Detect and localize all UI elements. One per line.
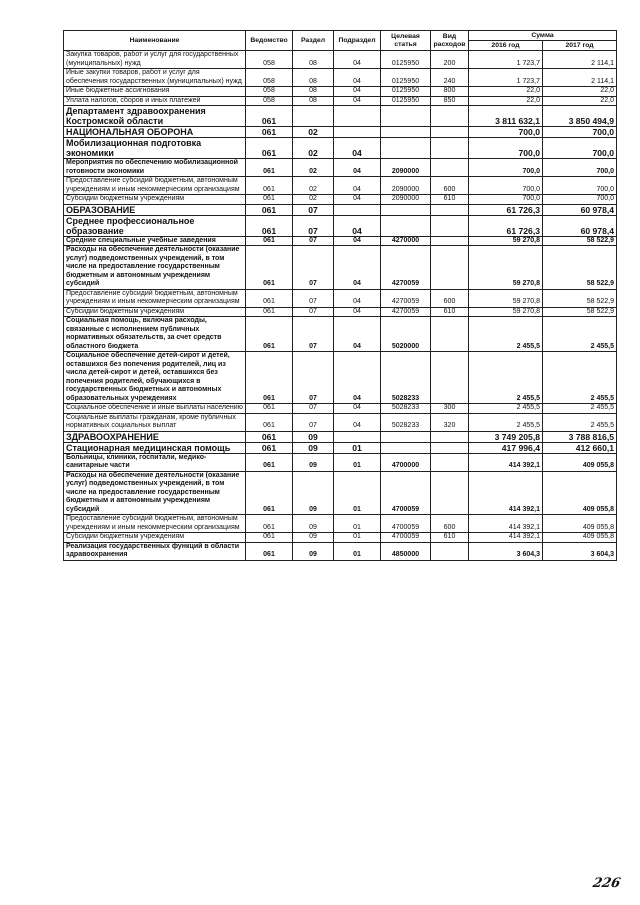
cell-name: Субсидии бюджетным учреждениям: [64, 533, 246, 543]
cell-name: Иные закупки товаров, работ и услуг для обеспечения государственных (муниципальных) нужд: [64, 69, 246, 87]
header-subsection: Подраздел: [334, 31, 381, 51]
cell-exp-type: 200: [431, 51, 469, 69]
cell-2017: 700,0: [543, 177, 617, 195]
cell-name: Предоставление субсидий бюджетным, автономным учреждениям и иным некоммерческим организациям: [64, 177, 246, 195]
cell-dept: 061: [246, 542, 293, 560]
cell-dept: 061: [246, 442, 293, 453]
table-row: [64, 453, 617, 471]
budget-table: [63, 30, 617, 561]
cell-dept: 061: [246, 127, 293, 138]
cell-exp-type: 240: [431, 69, 469, 87]
cell-dept: 061: [246, 246, 293, 290]
cell-section: 09: [293, 542, 334, 560]
table-row: [64, 177, 617, 195]
cell-dept: 061: [246, 404, 293, 414]
cell-exp-type: [431, 236, 469, 246]
cell-dept: 058: [246, 51, 293, 69]
cell-2016: 2 455,5: [469, 317, 543, 352]
cell-target: 5020000: [381, 317, 431, 352]
cell-target: 5028233: [381, 352, 431, 404]
cell-target: 0125950: [381, 69, 431, 87]
table-row: [64, 533, 617, 543]
cell-subsection: 04: [334, 195, 381, 205]
table-row: [64, 215, 617, 236]
cell-exp-type: 610: [431, 533, 469, 543]
cell-name: Социальная помощь, включая расходы, связанные с исполнением публичных нормативных обязательств, за счет средств областного бюджета: [64, 317, 246, 352]
cell-exp-type: 600: [431, 177, 469, 195]
table-row: [64, 471, 617, 515]
cell-subsection: [334, 204, 381, 215]
cell-2016: 22,0: [469, 87, 543, 97]
cell-exp-type: 610: [431, 195, 469, 205]
cell-2017: 58 522,9: [543, 289, 617, 307]
cell-subsection: [334, 431, 381, 442]
table-row: [64, 69, 617, 87]
cell-section: 08: [293, 51, 334, 69]
cell-dept: 061: [246, 138, 293, 159]
cell-subsection: 01: [334, 453, 381, 471]
cell-target: 0125950: [381, 87, 431, 97]
cell-2016: 3 749 205,8: [469, 431, 543, 442]
header-exp-type: Вид расходов: [431, 31, 469, 51]
cell-target: 4700059: [381, 515, 431, 533]
table-body: [64, 51, 617, 561]
cell-target: [381, 138, 431, 159]
cell-2017: 409 055,8: [543, 471, 617, 515]
table-row: [64, 289, 617, 307]
cell-subsection: 04: [334, 51, 381, 69]
cell-name: Расходы на обеспечение деятельности (оказание услуг) подведомственных учреждений, в том числе на предоставление государственным бюджетным и автономным учреждениям субсидий: [64, 471, 246, 515]
cell-subsection: 04: [334, 96, 381, 106]
cell-subsection: 04: [334, 317, 381, 352]
header-2016: 2016 год: [469, 41, 543, 51]
cell-section: 09: [293, 453, 334, 471]
cell-dept: 061: [246, 106, 293, 127]
cell-target: 2090000: [381, 177, 431, 195]
cell-exp-type: [431, 317, 469, 352]
cell-name: Закупка товаров, работ и услуг для государственных (муниципальных) нужд: [64, 51, 246, 69]
cell-2017: 2 455,5: [543, 413, 617, 431]
cell-name: Расходы на обеспечение деятельности (оказание услуг) подведомственных учреждений, в том числе на предоставление государственным бюджетным и автономным учреждениям субсидий: [64, 246, 246, 290]
cell-2017: 3 850 494,9: [543, 106, 617, 127]
cell-name: Средние специальные учебные заведения: [64, 236, 246, 246]
cell-2016: 700,0: [469, 138, 543, 159]
table-row: [64, 317, 617, 352]
cell-2017: 409 055,8: [543, 453, 617, 471]
table-row: [64, 515, 617, 533]
cell-target: [381, 442, 431, 453]
cell-subsection: 01: [334, 542, 381, 560]
cell-name: Мобилизационная подготовка экономики: [64, 138, 246, 159]
cell-subsection: [334, 106, 381, 127]
table-row: [64, 87, 617, 97]
cell-dept: 061: [246, 317, 293, 352]
cell-name: Мероприятия по обеспечению мобилизационной готовности экономики: [64, 159, 246, 177]
header-2017: 2017 год: [543, 41, 617, 51]
cell-2016: 59 270,8: [469, 289, 543, 307]
cell-dept: 058: [246, 87, 293, 97]
cell-name: Социальные выплаты гражданам, кроме публичных нормативных социальных выплат: [64, 413, 246, 431]
cell-2017: 3 788 816,5: [543, 431, 617, 442]
cell-dept: 058: [246, 96, 293, 106]
cell-2017: 22,0: [543, 96, 617, 106]
cell-2017: 700,0: [543, 138, 617, 159]
cell-subsection: 01: [334, 442, 381, 453]
cell-exp-type: [431, 159, 469, 177]
cell-dept: 061: [246, 215, 293, 236]
cell-dept: 061: [246, 471, 293, 515]
cell-2016: 3 604,3: [469, 542, 543, 560]
cell-section: 02: [293, 159, 334, 177]
table-row: [64, 307, 617, 317]
cell-exp-type: [431, 204, 469, 215]
cell-dept: 061: [246, 159, 293, 177]
cell-section: 09: [293, 431, 334, 442]
cell-subsection: 04: [334, 307, 381, 317]
cell-target: 4270059: [381, 307, 431, 317]
table-row: [64, 431, 617, 442]
cell-exp-type: [431, 138, 469, 159]
cell-2016: 1 723,7: [469, 51, 543, 69]
cell-2016: 59 270,8: [469, 246, 543, 290]
cell-2016: 59 270,8: [469, 236, 543, 246]
cell-section: 09: [293, 515, 334, 533]
cell-2017: 700,0: [543, 127, 617, 138]
cell-name: Предоставление субсидий бюджетным, автономным учреждениям и иным некоммерческим организациям: [64, 289, 246, 307]
cell-section: 07: [293, 413, 334, 431]
cell-target: 4700059: [381, 533, 431, 543]
cell-subsection: 04: [334, 404, 381, 414]
table-row: [64, 204, 617, 215]
cell-dept: 061: [246, 533, 293, 543]
cell-exp-type: 850: [431, 96, 469, 106]
table-row: [64, 127, 617, 138]
cell-name: Социальное обеспечение детей-сирот и детей, оставшихся без попечения родителей, лиц из числа детей-сирот и детей, оставшихся без попечения родителей, обучающихся в государственных бюджетных и автономных образовательных учреждениях: [64, 352, 246, 404]
cell-name: Среднее профессиональное образование: [64, 215, 246, 236]
cell-exp-type: [431, 471, 469, 515]
header-sum: Сумма: [469, 31, 617, 41]
cell-target: 5028233: [381, 404, 431, 414]
cell-dept: 058: [246, 69, 293, 87]
cell-subsection: 04: [334, 138, 381, 159]
header-section: Раздел: [293, 31, 334, 51]
cell-subsection: 04: [334, 215, 381, 236]
cell-2016: 1 723,7: [469, 69, 543, 87]
cell-2016: 2 455,5: [469, 352, 543, 404]
cell-name: Субсидии бюджетным учреждениям: [64, 307, 246, 317]
cell-name: Стационарная медицинская помощь: [64, 442, 246, 453]
table-row: [64, 246, 617, 290]
cell-target: 4700000: [381, 453, 431, 471]
cell-exp-type: 320: [431, 413, 469, 431]
table-row: [64, 159, 617, 177]
cell-name: Субсидии бюджетным учреждениям: [64, 195, 246, 205]
cell-target: [381, 204, 431, 215]
cell-subsection: 01: [334, 533, 381, 543]
cell-subsection: 04: [334, 413, 381, 431]
cell-section: 07: [293, 307, 334, 317]
cell-2016: 700,0: [469, 195, 543, 205]
cell-name: ОБРАЗОВАНИЕ: [64, 204, 246, 215]
cell-exp-type: 610: [431, 307, 469, 317]
cell-2016: 414 392,1: [469, 515, 543, 533]
cell-section: 08: [293, 87, 334, 97]
cell-dept: 061: [246, 204, 293, 215]
cell-subsection: 04: [334, 177, 381, 195]
cell-dept: 061: [246, 307, 293, 317]
cell-2016: 700,0: [469, 177, 543, 195]
table-row: [64, 404, 617, 414]
cell-section: 02: [293, 127, 334, 138]
cell-2017: 2 455,5: [543, 404, 617, 414]
cell-dept: 061: [246, 352, 293, 404]
cell-2016: 700,0: [469, 127, 543, 138]
cell-section: 07: [293, 404, 334, 414]
cell-exp-type: [431, 431, 469, 442]
cell-name: Предоставление субсидий бюджетным, автономным учреждениям и иным некоммерческим организациям: [64, 515, 246, 533]
cell-2016: 59 270,8: [469, 307, 543, 317]
cell-name: Уплата налогов, сборов и иных платежей: [64, 96, 246, 106]
cell-target: 4270059: [381, 246, 431, 290]
cell-section: 08: [293, 69, 334, 87]
cell-section: 02: [293, 195, 334, 205]
cell-2017: 22,0: [543, 87, 617, 97]
cell-exp-type: [431, 215, 469, 236]
cell-exp-type: 600: [431, 289, 469, 307]
cell-2017: 3 604,3: [543, 542, 617, 560]
cell-section: 07: [293, 352, 334, 404]
cell-subsection: 04: [334, 352, 381, 404]
cell-target: 4270059: [381, 289, 431, 307]
cell-exp-type: 300: [431, 404, 469, 414]
cell-2017: 2 455,5: [543, 352, 617, 404]
cell-target: 4270000: [381, 236, 431, 246]
cell-target: 4850000: [381, 542, 431, 560]
cell-target: 0125950: [381, 51, 431, 69]
cell-section: 07: [293, 289, 334, 307]
cell-dept: 061: [246, 177, 293, 195]
table-row: [64, 195, 617, 205]
cell-subsection: 01: [334, 515, 381, 533]
table-row: [64, 352, 617, 404]
cell-dept: 061: [246, 453, 293, 471]
cell-subsection: 04: [334, 87, 381, 97]
cell-section: 09: [293, 533, 334, 543]
cell-2016: 22,0: [469, 96, 543, 106]
cell-exp-type: [431, 246, 469, 290]
table-row: [64, 442, 617, 453]
cell-section: 07: [293, 204, 334, 215]
cell-exp-type: [431, 453, 469, 471]
table-row: [64, 138, 617, 159]
table-row: [64, 413, 617, 431]
cell-section: 07: [293, 215, 334, 236]
header-dept: Ведомство: [246, 31, 293, 51]
cell-subsection: [334, 127, 381, 138]
table-row: [64, 106, 617, 127]
cell-target: 0125950: [381, 96, 431, 106]
cell-target: [381, 431, 431, 442]
cell-name: Социальное обеспечение и иные выплаты населению: [64, 404, 246, 414]
cell-section: 07: [293, 236, 334, 246]
cell-section: 02: [293, 177, 334, 195]
cell-section: 09: [293, 471, 334, 515]
cell-2016: 414 392,1: [469, 533, 543, 543]
cell-dept: 061: [246, 413, 293, 431]
cell-dept: 061: [246, 195, 293, 205]
cell-subsection: 04: [334, 246, 381, 290]
cell-2016: 2 455,5: [469, 413, 543, 431]
page-number: 226: [591, 876, 622, 891]
cell-section: 07: [293, 246, 334, 290]
cell-2016: 2 455,5: [469, 404, 543, 414]
cell-2017: 700,0: [543, 159, 617, 177]
cell-section: 02: [293, 138, 334, 159]
table-row: [64, 236, 617, 246]
cell-subsection: 04: [334, 236, 381, 246]
cell-exp-type: 800: [431, 87, 469, 97]
cell-2016: 3 811 632,1: [469, 106, 543, 127]
cell-dept: 061: [246, 515, 293, 533]
header-name: Наименование: [64, 31, 246, 51]
cell-2017: 2 114,1: [543, 69, 617, 87]
cell-subsection: 01: [334, 471, 381, 515]
cell-exp-type: [431, 442, 469, 453]
cell-exp-type: [431, 542, 469, 560]
cell-name: Больницы, клиники, госпитали, медико-санитарные части: [64, 453, 246, 471]
cell-dept: 061: [246, 431, 293, 442]
table-row: [64, 542, 617, 560]
table-row: [64, 96, 617, 106]
cell-name: ЗДРАВООХРАНЕНИЕ: [64, 431, 246, 442]
cell-2017: 2 455,5: [543, 317, 617, 352]
cell-name: Иные бюджетные ассигнования: [64, 87, 246, 97]
cell-2016: 61 726,3: [469, 215, 543, 236]
cell-section: 07: [293, 317, 334, 352]
cell-2017: 58 522,9: [543, 236, 617, 246]
cell-exp-type: [431, 127, 469, 138]
cell-2017: 409 055,8: [543, 515, 617, 533]
cell-target: [381, 127, 431, 138]
cell-section: [293, 106, 334, 127]
cell-2016: 414 392,1: [469, 453, 543, 471]
cell-target: 2090000: [381, 159, 431, 177]
cell-dept: 061: [246, 289, 293, 307]
cell-dept: 061: [246, 236, 293, 246]
cell-subsection: 04: [334, 159, 381, 177]
cell-section: 08: [293, 96, 334, 106]
cell-2017: 60 978,4: [543, 204, 617, 215]
cell-section: 09: [293, 442, 334, 453]
cell-name: НАЦИОНАЛЬНАЯ ОБОРОНА: [64, 127, 246, 138]
cell-target: 2090000: [381, 195, 431, 205]
cell-2017: 58 522,9: [543, 307, 617, 317]
cell-2017: 412 660,1: [543, 442, 617, 453]
cell-exp-type: [431, 106, 469, 127]
cell-target: [381, 106, 431, 127]
cell-target: 5028233: [381, 413, 431, 431]
cell-2017: 700,0: [543, 195, 617, 205]
cell-name: Реализация государственных функций в области здравоохранения: [64, 542, 246, 560]
table-row: [64, 51, 617, 69]
cell-2016: 700,0: [469, 159, 543, 177]
cell-target: 4700059: [381, 471, 431, 515]
cell-2016: 414 392,1: [469, 471, 543, 515]
cell-subsection: 04: [334, 289, 381, 307]
cell-2017: 409 055,8: [543, 533, 617, 543]
cell-target: [381, 215, 431, 236]
cell-subsection: 04: [334, 69, 381, 87]
cell-2016: 417 996,4: [469, 442, 543, 453]
cell-exp-type: [431, 352, 469, 404]
cell-name: Департамент здравоохранения Костромской области: [64, 106, 246, 127]
cell-exp-type: 600: [431, 515, 469, 533]
cell-2016: 61 726,3: [469, 204, 543, 215]
cell-2017: 58 522,9: [543, 246, 617, 290]
header-target: Целевая статья: [381, 31, 431, 51]
cell-2017: 60 978,4: [543, 215, 617, 236]
cell-2017: 2 114,1: [543, 51, 617, 69]
